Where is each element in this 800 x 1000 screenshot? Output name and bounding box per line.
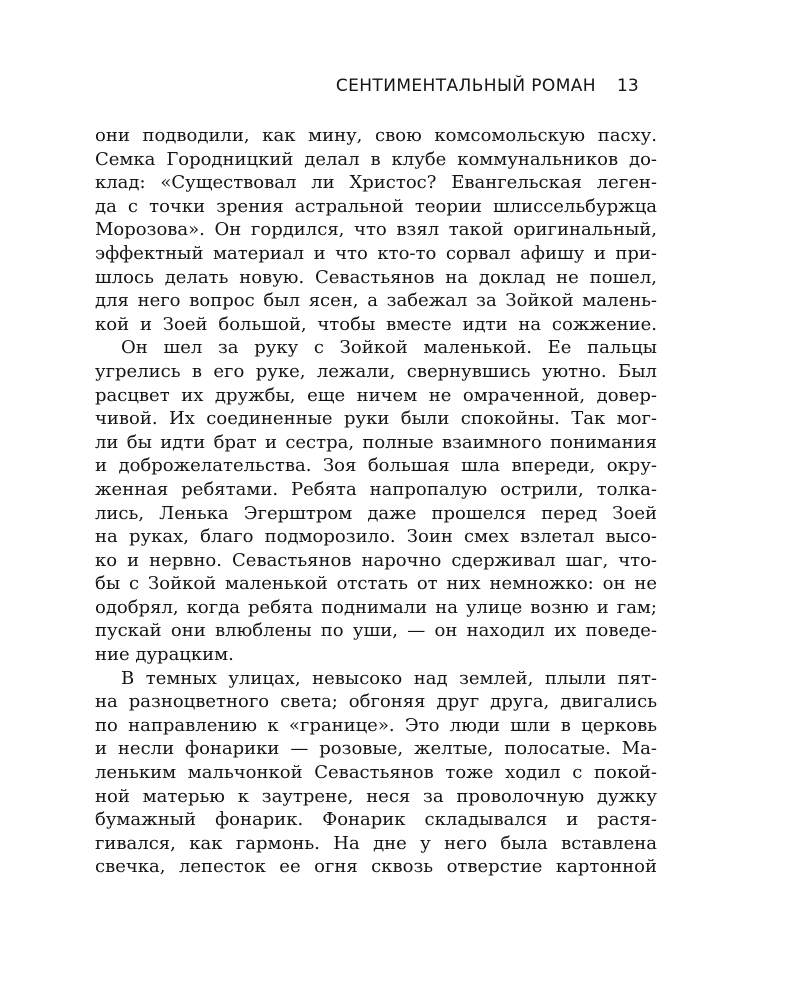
text-line: угрелись в его руке, лежали, свернувшись уютно. Был — [95, 360, 657, 382]
running-header — [0, 74, 800, 104]
text-line: эффектный материал и что кто-то сорвал афишу и при- — [95, 242, 657, 264]
text-line: бы с Зойкой маленькой отстать от них немножко: он не — [95, 573, 657, 595]
text-line: ли бы идти брат и сестра, полные взаимного понимания — [95, 431, 657, 453]
text-line: и доброжелательства. Зоя большая шла впереди, окру- — [95, 455, 657, 477]
text-line: шлось делать новую. Севастьянов на доклад не пошел, — [95, 266, 657, 288]
paragraph-start-line: В темных улицах, невысоко над землей, плыли пят- — [121, 667, 657, 689]
text-line: расцвет их дружбы, еще ничем не омраченной, довер- — [95, 384, 657, 406]
paragraph-start-line: Он шел за руку с Зойкой маленькой. Ее пальцы — [121, 337, 657, 359]
text-line: женная ребятами. Ребята напропалую острили, толка- — [95, 478, 657, 500]
running-title: СЕНТИМЕНТАЛЬНЫЙ РОМАН — [335, 76, 596, 96]
page-number: 13 — [617, 76, 639, 96]
text-line: они подводили, как мину, свою комсомольскую пасху. — [95, 125, 657, 146]
text-line: одобрял, когда ребята поднимали на улице возню и гам; — [95, 596, 657, 618]
text-line: леньким мальчонкой Севастьянов тоже ходил с покой- — [95, 762, 657, 784]
text-line: Морозова». Он гордился, что взял такой оригинальный, — [95, 219, 657, 241]
text-line: гивался, как гармонь. На дне у него была вставлена — [95, 832, 657, 854]
text-line: лись, Ленька Эгерштром даже прошелся перед Зоей — [95, 502, 657, 524]
text-line: ной матерью к заутрене, неся за проволочную дужку — [95, 785, 657, 807]
text-line: клад: «Существовал ли Христос? Евангельская леген- — [95, 172, 657, 194]
text-line: для него вопрос был ясен, а забежал за Зойкой малень- — [95, 290, 657, 312]
text-line: на руках, благо подморозило. Зоин смех взлетал высо- — [95, 526, 657, 548]
text-line: и несли фонарики — розовые, желтые, полосатые. Ма- — [95, 738, 657, 760]
body-text — [95, 124, 657, 879]
text-line: кой и Зоей большой, чтобы вместе идти на сожжение. — [95, 313, 657, 335]
paragraph-end-line: ние дурацким. — [95, 644, 234, 666]
text-line: свечка, лепесток ее огня сквозь отверстие картонной — [95, 856, 657, 878]
text-line: ко и нервно. Севастьянов нарочно сдерживал шаг, что- — [95, 549, 657, 571]
text-line: бумажный фонарик. Фонарик складывался и растя- — [95, 809, 657, 831]
text-line: чивой. Их соединенные руки были спокойны. Так мог- — [95, 408, 657, 430]
text-line: пускай они влюблены по уши, — он находил их поведе- — [95, 620, 657, 642]
text-line: на разноцветного света; обгоняя друг друга, двигались — [95, 691, 657, 713]
text-line: по направлению к «границе». Это люди шли в церковь — [95, 714, 657, 736]
text-line: Семка Городницкий делал в клубе коммунальников до- — [95, 148, 657, 170]
text-line: да с точки зрения астральной теории шлиссельбуржца — [95, 195, 657, 217]
